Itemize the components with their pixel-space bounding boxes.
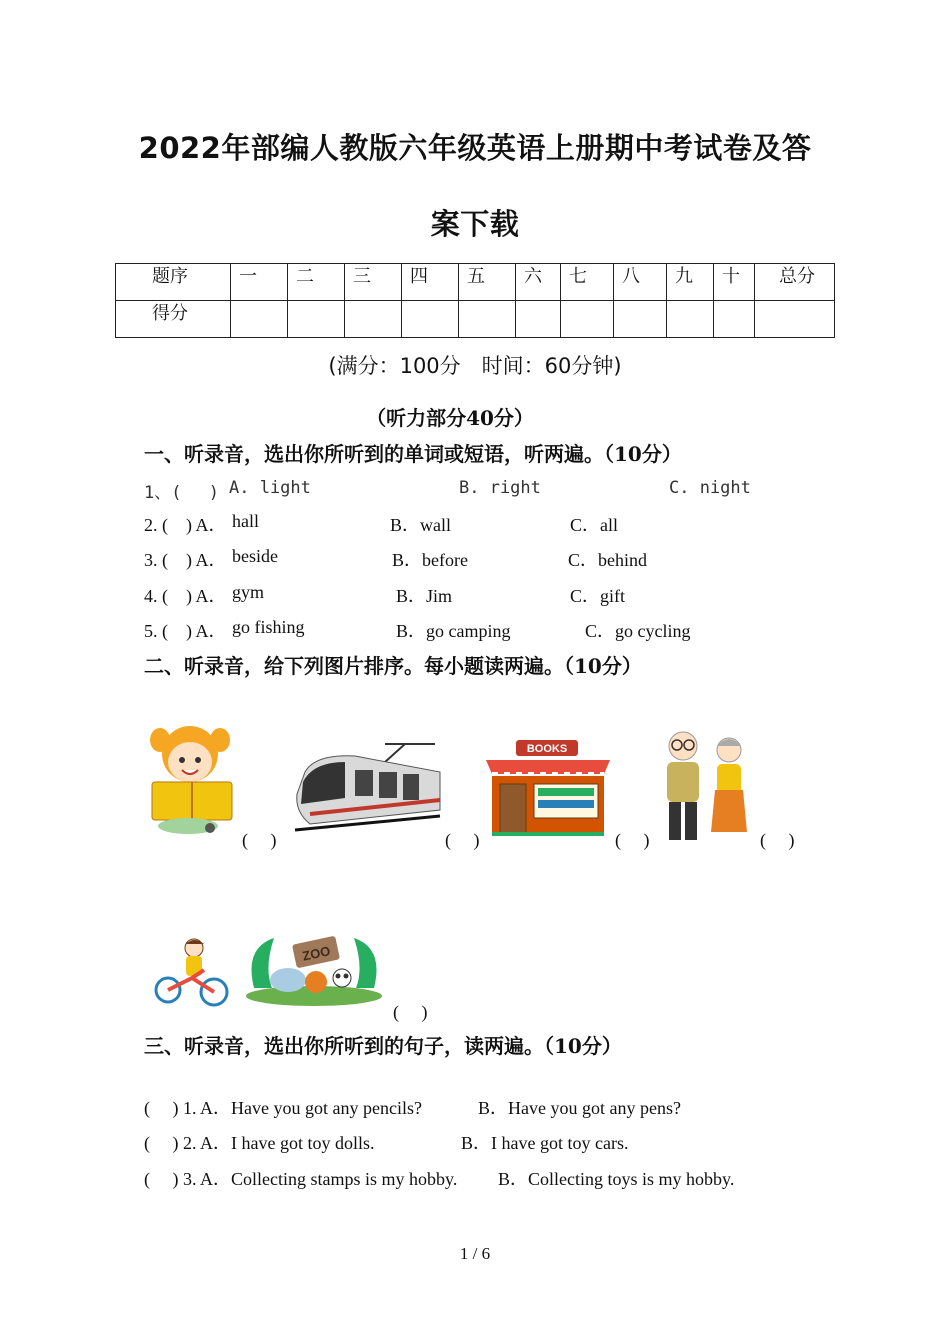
score-header-cell: 二 xyxy=(288,264,345,301)
score-cell[interactable] xyxy=(614,301,667,338)
s3-q2-option-a: ( ) 2. A．I have got toy dolls. xyxy=(144,1133,375,1153)
picture2-answer-paren[interactable]: ( ) xyxy=(445,830,480,850)
picture5-answer-paren[interactable]: ( ) xyxy=(393,1002,428,1022)
score-header-cell: 七 xyxy=(561,264,614,301)
picture3-answer-paren[interactable]: ( ) xyxy=(615,830,650,850)
score-header-cell: 六 xyxy=(516,264,561,301)
document-title-line1: 2022年部编人教版六年级英语上册期中考试卷及答 xyxy=(138,131,812,165)
score-header-cell: 题序 xyxy=(116,264,231,301)
section2-title: 二、听录音，给下列图片排序。每小题读两遍。（10分） xyxy=(144,654,642,678)
score-cell[interactable] xyxy=(231,301,288,338)
grandparents-illustration xyxy=(655,728,755,844)
score-header-cell: 五 xyxy=(459,264,516,301)
score-header-cell: 四 xyxy=(402,264,459,301)
q3-option-c: C．behind xyxy=(568,550,647,570)
q5-number: 5. ( ) A． xyxy=(144,621,227,641)
section3-title: 三、听录音，选出你所听到的句子，读两遍。（10分） xyxy=(144,1034,622,1058)
q1-number: 1、( ) xyxy=(144,483,219,503)
q5-option-c: C．go cycling xyxy=(585,621,691,641)
q4-number: 4. ( ) A． xyxy=(144,586,227,606)
tram-illustration xyxy=(285,742,445,832)
score-header-cell: 一 xyxy=(231,264,288,301)
q3-option-a: beside xyxy=(232,546,278,566)
listening-header: （听力部分40分） xyxy=(366,406,534,430)
q3-number: 3. ( ) A． xyxy=(144,550,227,570)
score-table xyxy=(115,263,835,338)
score-header-cell: 三 xyxy=(345,264,402,301)
section1-title: 一、听录音，选出你所听到的单词或短语，听两遍。（10分） xyxy=(144,442,682,466)
picture4-answer-paren[interactable]: ( ) xyxy=(760,830,795,850)
s3-q2-option-b: B．I have got toy cars. xyxy=(461,1133,629,1153)
score-cell[interactable] xyxy=(755,301,835,338)
picture1-answer-paren[interactable]: ( ) xyxy=(242,830,277,850)
score-cell[interactable] xyxy=(516,301,561,338)
zoo-illustration xyxy=(244,918,384,1008)
q4-option-c: C．gift xyxy=(570,586,626,606)
score-cell[interactable] xyxy=(402,301,459,338)
score-cell[interactable] xyxy=(667,301,714,338)
s3-q1-option-a: ( ) 1. A．Have you got any pencils? xyxy=(144,1098,422,1118)
score-table-header-row xyxy=(116,264,835,301)
score-header-cell: 九 xyxy=(667,264,714,301)
score-cell[interactable] xyxy=(561,301,614,338)
q2-option-a: hall xyxy=(232,511,259,531)
score-header-cell: 十 xyxy=(714,264,755,301)
s3-q1-option-b: B．Have you got any pens? xyxy=(478,1098,681,1118)
document-title-line2: 案下载 xyxy=(430,207,520,241)
s3-q3-option-b: B．Collecting toys is my hobby. xyxy=(498,1169,735,1189)
q4-option-b: B．Jim xyxy=(396,586,453,606)
q2-option-c: C．all xyxy=(570,515,618,535)
q2-option-b: B．wall xyxy=(390,515,451,535)
girl-reading-illustration xyxy=(148,718,238,836)
score-cell[interactable] xyxy=(459,301,516,338)
bookstore-illustration xyxy=(482,738,614,838)
q5-option-b: B．go camping xyxy=(396,621,511,641)
zoo-sign-text: ZOO xyxy=(300,943,332,964)
q1-option-a: A. light xyxy=(229,478,311,498)
score-header-cell: 八 xyxy=(614,264,667,301)
score-cell[interactable] xyxy=(288,301,345,338)
q3-option-b: B．before xyxy=(392,550,468,570)
q4-option-a: gym xyxy=(232,582,265,602)
full-marks-info: (满分：100分 时间：60分钟) xyxy=(328,354,622,378)
page-number: 1 / 6 xyxy=(459,1244,491,1263)
score-table-score-row xyxy=(116,301,835,338)
score-cell[interactable] xyxy=(345,301,402,338)
book-sign-text: BOOKS xyxy=(526,743,568,755)
score-row-label: 得分 xyxy=(116,301,231,338)
s3-q3-option-a: ( ) 3. A．Collecting stamps is my hobby. xyxy=(144,1169,458,1189)
girl-cycling-illustration xyxy=(152,936,232,1008)
q1-option-c: C. night xyxy=(669,478,751,498)
q1-option-b: B. right xyxy=(459,478,541,498)
score-header-cell: 总分 xyxy=(755,264,835,301)
q5-option-a: go fishing xyxy=(232,617,305,637)
score-cell[interactable] xyxy=(714,301,755,338)
q2-number: 2. ( ) A． xyxy=(144,515,227,535)
